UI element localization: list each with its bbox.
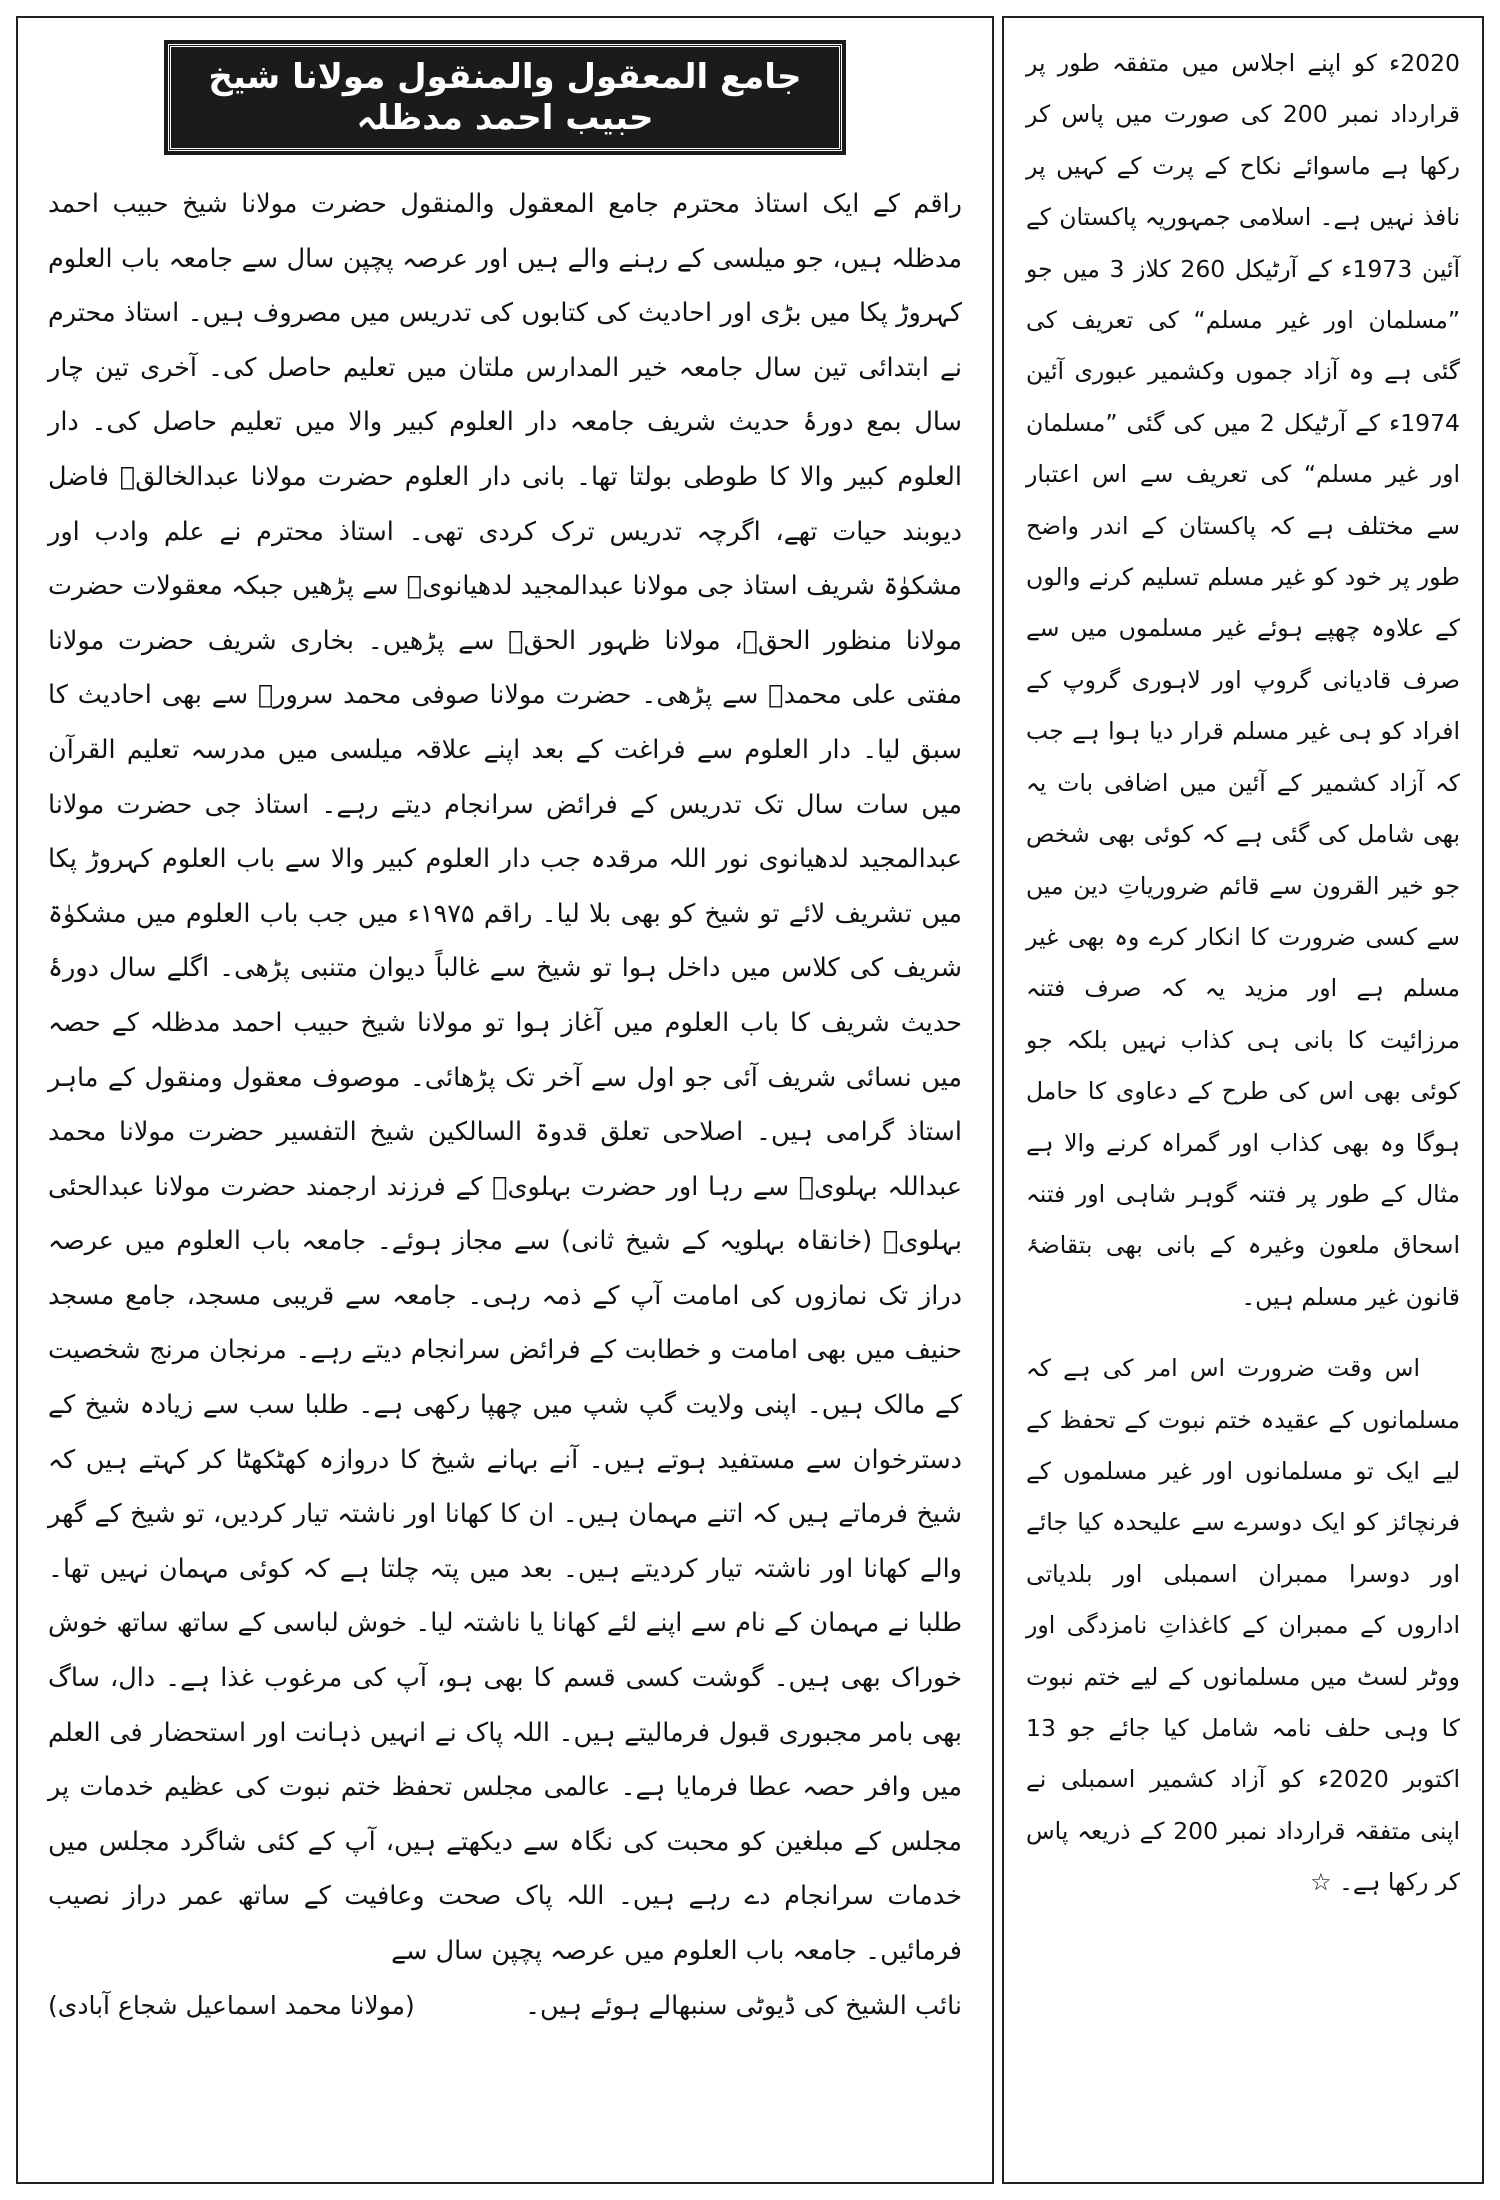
article-title: جامع المعقول والمنقول مولانا شیخ حبیب احمد مدظلہ [168,44,842,151]
author-signature: (مولانا محمد اسماعیل شجاع آبادی) [48,1990,415,2020]
end-star-icon: ☆ [1310,1868,1332,1897]
article-footer [48,1979,962,2033]
continuation-paragraph-1: 2020ء کو اپنے اجلاس میں متفقہ طور پر قرارداد نمبر 200 کی صورت میں پاس کر رکھا ہے ماسوائے نکاح کے پرت کے کہیں پر نافذ نہیں ہے۔ اسلامی جمہوریہ پاکستان کے آئین 1973ء کے آرٹیکل 260 کلاز 3 میں جو ”مسلمان اور غیر مسلم“ کی تعریف کی گئی ہے وہ آزاد جموں وکشمیر عبوری آئین 1974ء کے آرٹیکل 2 میں کی گئی ”مسلمان اور غیر مسلم“ کی تعریف سے اس اعتبار سے مختلف ہے کہ پاکستان کے اندر واضح طور پر خود کو غیر مسلم تسلیم کرنے والوں کے علاوہ چھپے ہوئے غیر مسلموں میں سے صرف قادیانی گروپ اور لاہوری گروپ کے افراد کو ہی غیر مسلم قرار دیا ہوا ہے جب کہ آزاد کشمیر کے آئین میں اضافی بات یہ بھی شامل کی گئی ہے کہ کوئی بھی شخص جو خیر القرون سے قائم ضروریاتِ دین میں سے کسی ضرورت کا انکار کرے وہ بھی غیر مسلم ہے اور مزید یہ کہ صرف فتنہ مرزائیت کا بانی ہی کذاب نہیں بلکہ جو کوئی بھی اس کی طرح کے دعاوی کا حامل ہوگا وہ بھی کذاب اور گمراہ کرنے والا ہے مثال کے طور پر فتنہ گوہر شاہی اور فتنہ اسحاق ملعون وغیرہ کے بانی بھی بتقاضۂ قانون غیر مسلم ہیں۔ [1026,49,1460,1311]
continuation-column [1002,16,1484,2184]
article-last-line: نائب الشیخ کی ڈیوٹی سنبھالے ہوئے ہیں۔ [525,1990,962,2021]
article-column [16,16,994,2184]
continuation-paragraph-2 [1026,1343,1460,1908]
article-body-paragraph: راقم کے ایک استاذ محترم جامع المعقول والمنقول حضرت مولانا شیخ حبیب احمد مدظلہ ہیں، جو میلسی کے رہنے والے ہیں اور عرصہ پچپن سال سے جامعہ باب العلوم کہروڑ پکا میں بڑی اور احادیث کی کتابوں کی تدریس میں مصروف ہیں۔ استاذ محترم نے ابتدائی تین سال جامعہ خیر المدارس ملتان میں تعلیم حاصل کی۔ آخری تین چار سال بمع دورۂ حدیث شریف جامعہ دار العلوم کبیر والا میں تعلیم حاصل کی۔ دار العلوم کبیر والا کا طوطی بولتا تھا۔ بانی دار العلوم حضرت مولانا عبدالخالقؒ فاضل دیوبند حیات تھے، اگرچہ تدریس ترک کردی تھی۔ استاذ محترم نے علم وادب اور مشکوٰۃ شریف استاذ جی مولانا عبدالمجید لدھیانویؒ سے پڑھیں جبکہ معقولات حضرت مولانا منظور الحقؒ، مولانا ظہور الحقؒ سے پڑھیں۔ بخاری شریف حضرت مولانا مفتی علی محمدؒ سے پڑھی۔ حضرت مولانا صوفی محمد سرورؒ سے بھی احادیث کا سبق لیا۔ دار العلوم سے فراغت کے بعد اپنے علاقہ میلسی میں مدرسہ تعلیم القرآن میں سات سال تک تدریس کے فرائض سرانجام دیتے رہے۔ استاذ جی حضرت مولانا عبدالمجید لدھیانوی نور اللہ مرقدہ جب دار العلوم کبیر والا سے باب العلوم کہروڑ پکا میں تشریف لائے تو شیخ کو بھی بلا لیا۔ راقم ۱۹۷۵ء میں جب باب العلوم میں مشکوٰۃ شریف کی کلاس میں داخل ہوا تو شیخ سے غالباً دیوان متنبی پڑھی۔ اگلے سال دورۂ حدیث شریف کا باب العلوم میں آغاز ہوا تو مولانا شیخ حبیب احمد مدظلہ کے حصہ میں نسائی شریف آئی جو اول سے آخر تک پڑھائی۔ موصوف معقول ومنقول کے ماہر استاذ گرامی ہیں۔ اصلاحی تعلق قدوۃ السالکین شیخ التفسیر حضرت مولانا محمد عبداللہ بہلویؒ سے رہا اور حضرت بہلویؒ کے فرزند ارجمند حضرت مولانا عبدالحئی بہلویؒ (خانقاہ بہلویہ کے شیخ ثانی) سے مجاز ہوئے۔ جامعہ باب العلوم میں عرصہ دراز تک نمازوں کی امامت آپ کے ذمہ رہی۔ جامعہ سے قریبی مسجد، جامع مسجد حنیف میں بھی امامت و خطابت کے فرائض سرانجام دیتے رہے۔ مرنجان مرنج شخصیت کے مالک ہیں۔ اپنی ولایت گپ شپ میں چھپا رکھی ہے۔ طلبا سب سے زیادہ شیخ کے دسترخوان سے مستفید ہوتے ہیں۔ آنے بہانے شیخ کا دروازہ کھٹکھٹا کر کہتے ہیں کہ شیخ فرماتے ہیں کہ اتنے مہمان ہیں۔ ان کا کھانا اور ناشتہ تیار کردیں، تو شیخ کے گھر والے کھانا اور ناشتہ تیار کردیتے ہیں۔ بعد میں پتہ چلتا ہے کہ کوئی مہمان نہیں تھا۔ طلبا نے مہمان کے نام سے اپنے لئے کھانا یا ناشتہ لیا۔ خوش لباسی کے ساتھ ساتھ خوش خوراک بھی ہیں۔ گوشت کسی قسم کا بھی ہو، آپ کی مرغوب غذا ہے۔ دال، ساگ بھی بامر مجبوری قبول فرمالیتے ہیں۔ اللہ پاک نے انہیں ذہانت اور استحضار فی العلم میں وافر حصہ عطا فرمایا ہے۔ عالمی مجلس تحفظ ختم نبوت کی عظیم خدمات پر مجلس کے مبلغین کو محبت کی نگاہ سے دیکھتے ہیں، آپ کے کئی شاگرد مجلس میں خدمات سرانجام دے رہے ہیں۔ اللہ پاک صحت وعافیت کے ساتھ عمر دراز نصیب فرمائیں۔ جامعہ باب العلوم میں عرصہ پچپن سال سے [48,189,962,1966]
continuation-paragraph-2-text: اس وقت ضرورت اس امر کی ہے کہ مسلمانوں کے عقیدہ ختم نبوت کے تحفظ کے لیے ایک تو مسلمانوں اور غیر مسلموں کے فرنچائز کو ایک دوسرے سے علیحدہ کیا جائے اور دوسرا ممبران اسمبلی اور بلدیاتی اداروں کے ممبران کے کاغذاتِ نامزدگی اور ووٹر لسٹ میں مسلمانوں کے لیے ختم نبوت کا وہی حلف نامہ شامل کیا جائے جو 13 اکتوبر 2020ء کو آزاد کشمیر اسمبلی نے اپنی متفقہ قرارداد نمبر 200 کے ذریعہ پاس کر رکھا ہے۔ [1026,1354,1461,1897]
